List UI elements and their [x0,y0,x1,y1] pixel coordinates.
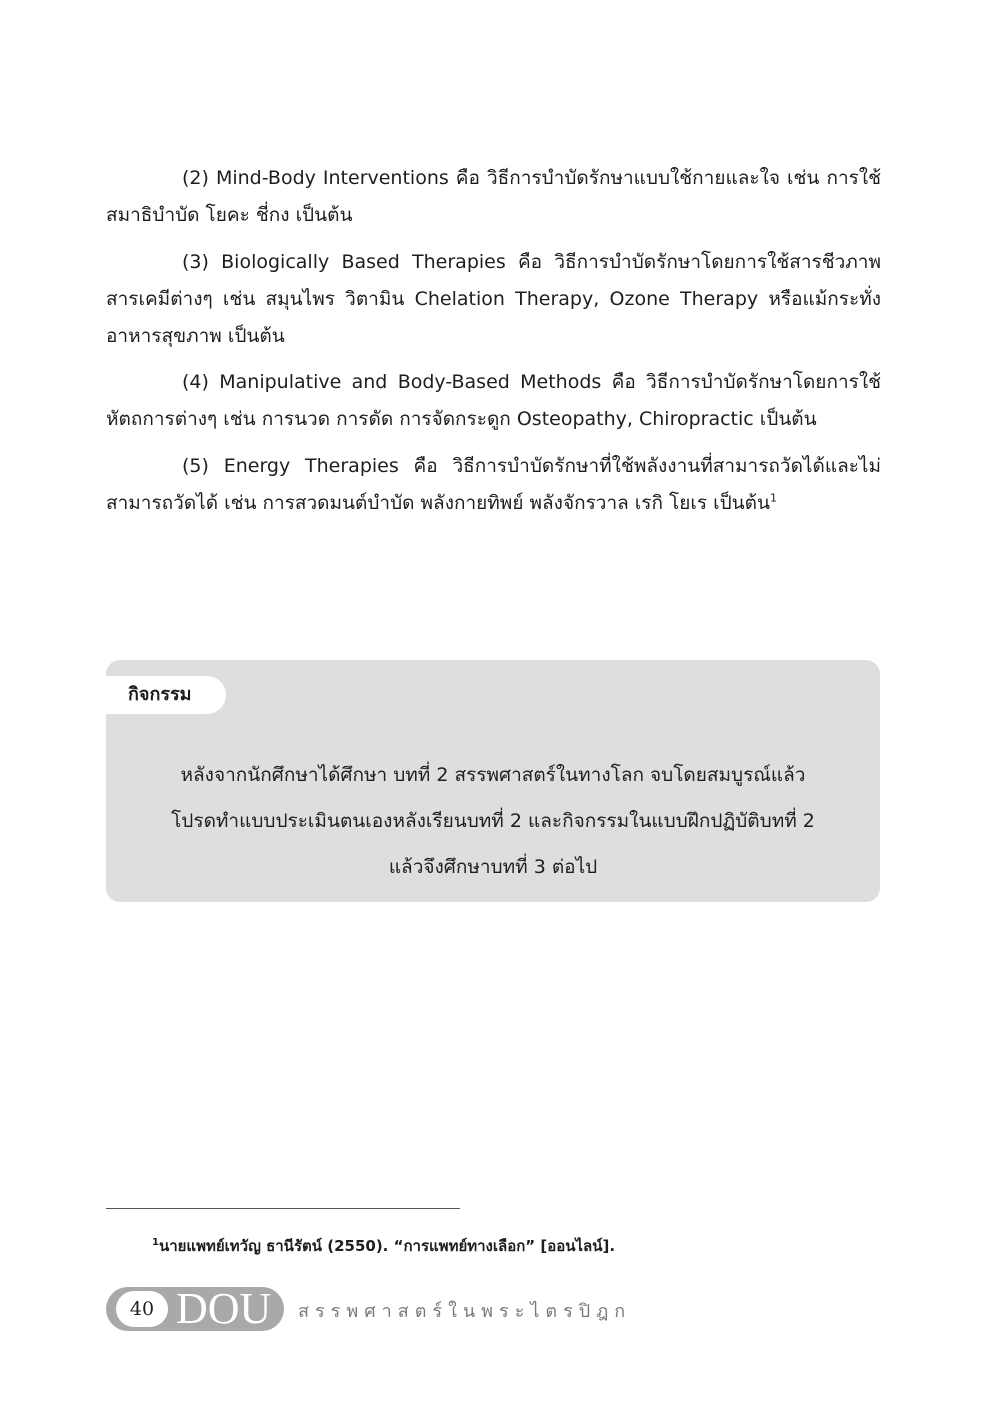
paragraph-manipulative: (4) Manipulative and Body-Based Methods คือ วิธีการบำบัดรักษาโดยการใช้หัตถการต่างๆ เช่น การนวด การดัด การจัดกระดูก Osteopathy, Chiropractic เป็นต้น [106,371,881,430]
footnote [152,1234,615,1258]
footnote-reference[interactable]: 1 [770,491,777,505]
paragraph-mind-body: (2) Mind-Body Interventions คือ วิธีการบำบัดรักษาแบบใช้กายและใจ เช่น การใช้สมาธิบำบัด โยคะ ชี่กง เป็นต้น [106,167,881,226]
activity-label: กิจกรรม [106,676,226,714]
page-number: 40 [116,1291,168,1327]
footnote-text: นายแพทย์เทวัญ ธานีรัตน์ (2550). “การแพทย์ทางเลือก” [ออนไลน์]. [158,1237,616,1255]
activity-line: แล้วจึงศึกษาบทที่ 3 ต่อไป [388,856,598,878]
footnote-marker: 1 [152,1237,159,1248]
book-title: สรรพศาสตร์ในพระไตรปิฎก [298,1301,632,1322]
footnote-divider [106,1208,460,1209]
activity-line: โปรดทำแบบประเมินตนเองหลังเรียนบทที่ 2 และกิจกรรมในแบบฝึกปฏิบัติบทที่ 2 [171,810,815,832]
paragraph-energy-therapies [106,448,881,522]
activity-line: หลังจากนักศึกษาได้ศึกษา บทที่ 2 สรรพศาสตร์ในทางโลก จบโดยสมบูรณ์แล้ว [180,764,806,786]
paragraph-energy-text: (5) Energy Therapies คือ วิธีการบำบัดรักษาที่ใช้พลังงานที่สามารถวัดได้และไม่สามารถวัดได้ เช่น การสวดมนต์บำบัด พลังกายทิพย์ พลังจักรวาล เรกิ โยเร เป็นต้น [106,455,881,514]
activity-text [106,752,880,890]
dou-logo: DOU [176,1284,272,1333]
paragraph-biologically-based: (3) Biologically Based Therapies คือ วิธีการบำบัดรักษาโดยการใช้สารชีวภาพ สารเคมีต่างๆ เช่น สมุนไพร วิตามิน Chelation Therapy, Ozone Therapy หรือแม้กระทั่งอาหารสุขภาพ เป็นต้น [106,251,881,347]
